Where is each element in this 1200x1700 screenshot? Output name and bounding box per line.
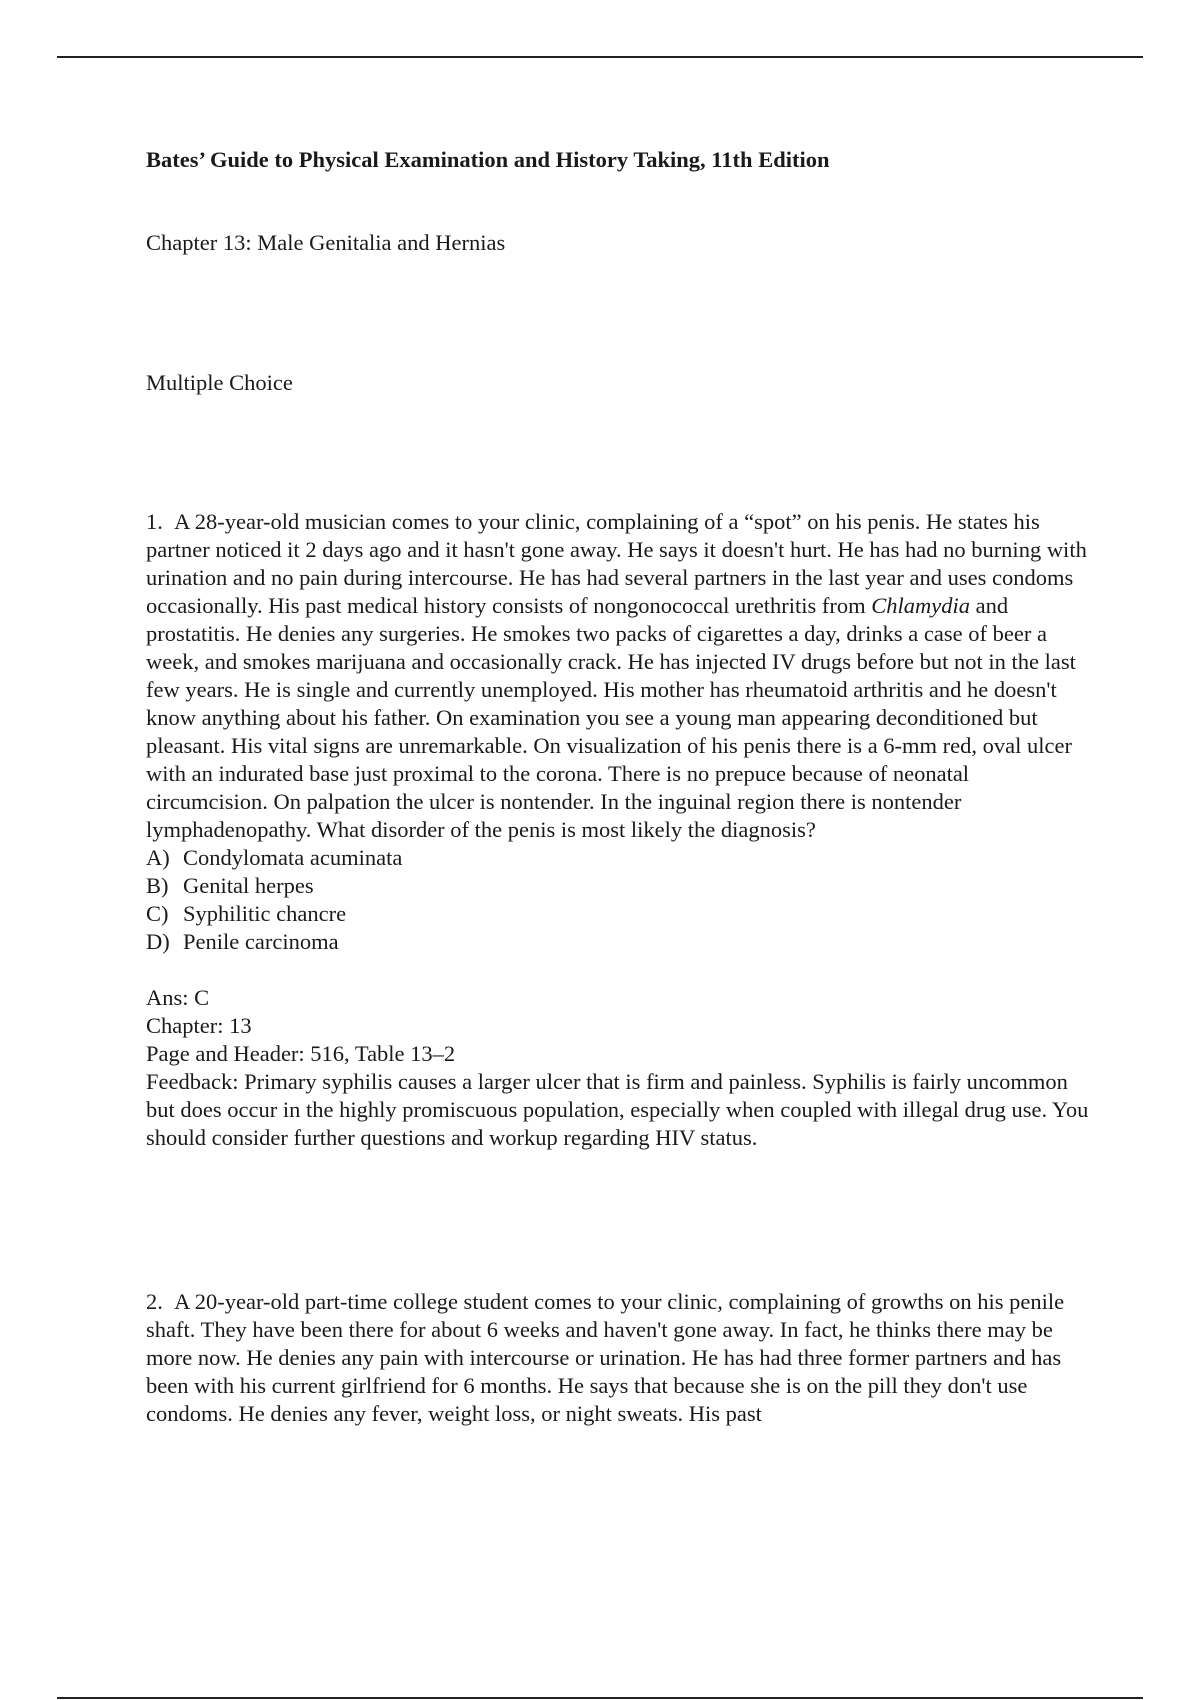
question-1 [146, 508, 1096, 1152]
answer-options [146, 844, 1096, 956]
answer-key: Ans: C [146, 985, 210, 1010]
question-stem [146, 508, 1096, 844]
option-a [146, 844, 1096, 872]
option-letter: D) [146, 929, 170, 954]
option-d [146, 928, 1096, 956]
option-text: Condylomata acuminata [183, 845, 403, 870]
top-rule [57, 56, 1143, 58]
section-heading: Multiple Choice [146, 370, 293, 395]
question-stem [146, 1288, 1096, 1428]
option-text: Syphilitic chancre [183, 901, 347, 926]
question-2 [146, 1288, 1096, 1428]
stem-text-part2: and prostatitis. He denies any surgeries. He smokes two packs of cigarettes a day, drinks a case of beer a week, and smokes marijuana and occasionally crack. He has injected IV drugs before but not in the last few years. He is single and currently unemployed. His mother has rheumatoid arthritis and he doesn't know anything about his father. On examination you see a young man appearing deconditioned but pleasant. His vital signs are unremarkable. On visualization of his penis there is a 6-mm red, oval ulcer with an indurated base just proximal to the corona. There is no prepuce because of neonatal circumcision. On palpation the ulcer is nontender. In the inguinal region there is nontender lymphadenopathy. What disorder of the penis is most likely the diagnosis? [146, 593, 1076, 842]
question-number: 1. [146, 509, 163, 534]
feedback: Feedback: Primary syphilis causes a larger ulcer that is firm and painless. Syphilis is fairly uncommon but does occur in the highly promiscuous population, especially when coupled with illegal drug use. You should consider further questions and workup regarding HIV status. [146, 1069, 1089, 1150]
stem-italic-organism: Chlamydia [871, 593, 971, 618]
option-letter: B) [146, 873, 169, 898]
question-number: 2. [146, 1289, 163, 1314]
option-letter: A) [146, 845, 170, 870]
option-text: Genital herpes [183, 873, 314, 898]
chapter-heading: Chapter 13: Male Genitalia and Hernias [146, 230, 506, 255]
option-c [146, 900, 1096, 928]
page-and-header: Page and Header: 516, Table 13–2 [146, 1041, 456, 1066]
bottom-rule [57, 1697, 1143, 1699]
answer-chapter: Chapter: 13 [146, 1013, 252, 1038]
option-letter: C) [146, 901, 169, 926]
option-text: Penile carcinoma [183, 929, 339, 954]
option-b [146, 872, 1096, 900]
stem-text-part1: A 28-year-old musician comes to your clinic, complaining of a “spot” on his penis. He states his partner noticed it 2 days ago and it hasn't gone away. He says it doesn't hurt. He has had no burning with urination and no pain during intercourse. He has had several partners in the last year and uses condoms occasionally. His past medical history consists of nongonococcal urethritis from [146, 509, 1087, 618]
stem-text: A 20-year-old part-time college student comes to your clinic, complaining of growths on his penile shaft. They have been there for about 6 weeks and haven't gone away. In fact, he thinks there may be more now. He denies any pain with intercourse or urination. He has had three former partners and has been with his current girlfriend for 6 months. He says that because she is on the pill they don't use condoms. He denies any fever, weight loss, or night sweats. His past [146, 1289, 1065, 1426]
document-title: Bates’ Guide to Physical Examination and History Taking, 11th Edition [146, 147, 830, 172]
answer-metadata [146, 984, 1096, 1152]
